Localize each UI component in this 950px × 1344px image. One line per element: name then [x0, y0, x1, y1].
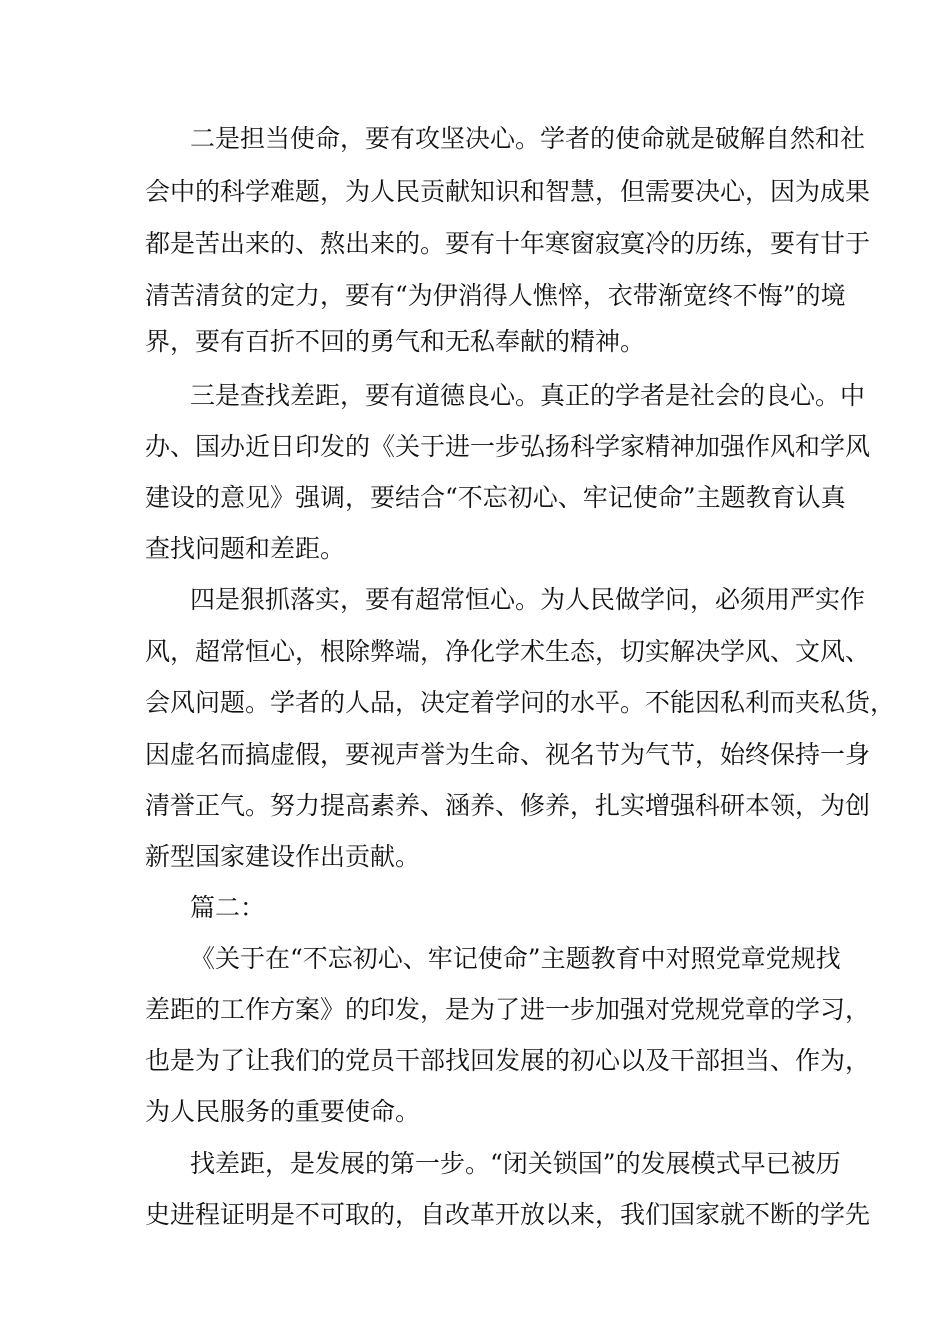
paragraph-line: 为人民服务的重要使命。 [145, 1097, 421, 1126]
section-heading: 篇二： [190, 893, 266, 922]
paragraph-line: 差距的工作方案》的印发，是为了进一步加强对党规党章的学习， [145, 995, 871, 1024]
paragraph-line: 办、国办近日印发的《关于进一步弘扬科学家精神加强作风和学风 [145, 432, 871, 461]
paragraph-line: 界，要有百折不回的勇气和无私奉献的精神。 [145, 327, 646, 356]
paragraph-line: 二是担当使命，要有攻坚决心。学者的使命就是破解自然和社 [190, 124, 866, 153]
paragraph-line: 《关于在“不忘初心、牢记使命”主题教育中对照党章党规找 [190, 944, 841, 973]
paragraph-line: 风，超常恒心，根除弊端，净化学术生态，切实解决学风、文风、 [145, 637, 871, 666]
paragraph-line: 因虚名而搞虚假，要视声誉为生命、视名节为气节，始终保持一身 [145, 740, 871, 769]
paragraph-line: 史进程证明是不可取的，自改革开放以来，我们国家就不断的学先 [145, 1200, 871, 1229]
paragraph-line: 三是查找差距，要有道德良心。真正的学者是社会的良心。中 [190, 381, 866, 410]
paragraph-line: 四是狠抓落实，要有超常恒心。为人民做学问，必须用严实作 [190, 585, 866, 614]
paragraph-line: 清誉正气。努力提高素养、涵养、修养，扎实增强科研本领，为创 [145, 791, 871, 820]
paragraph-line: 也是为了让我们的党员干部找回发展的初心以及干部担当、作为， [145, 1046, 871, 1075]
paragraph-line: 都是苦出来的、熬出来的。要有十年寒窗寂寞冷的历练，要有甘于 [145, 229, 871, 258]
paragraph-line: 会中的科学难题，为人民贡献知识和智慧，但需要决心，因为成果 [145, 177, 871, 206]
paragraph-line: 会风问题。学者的人品，决定着学问的水平。不能因私利而夹私货， [145, 688, 896, 717]
paragraph-line: 清苦清贫的定力，要有“为伊消得人憔悴，衣带渐宽终不悔”的境 [145, 281, 846, 310]
paragraph-line: 找差距，是发展的第一步。“闭关锁国”的发展模式早已被历 [190, 1149, 841, 1178]
paragraph-line: 查找问题和差距。 [145, 534, 346, 563]
paragraph-line: 建设的意见》强调，要结合“不忘初心、牢记使命”主题教育认真 [145, 483, 846, 512]
paragraph-line: 新型国家建设作出贡献。 [145, 842, 421, 871]
